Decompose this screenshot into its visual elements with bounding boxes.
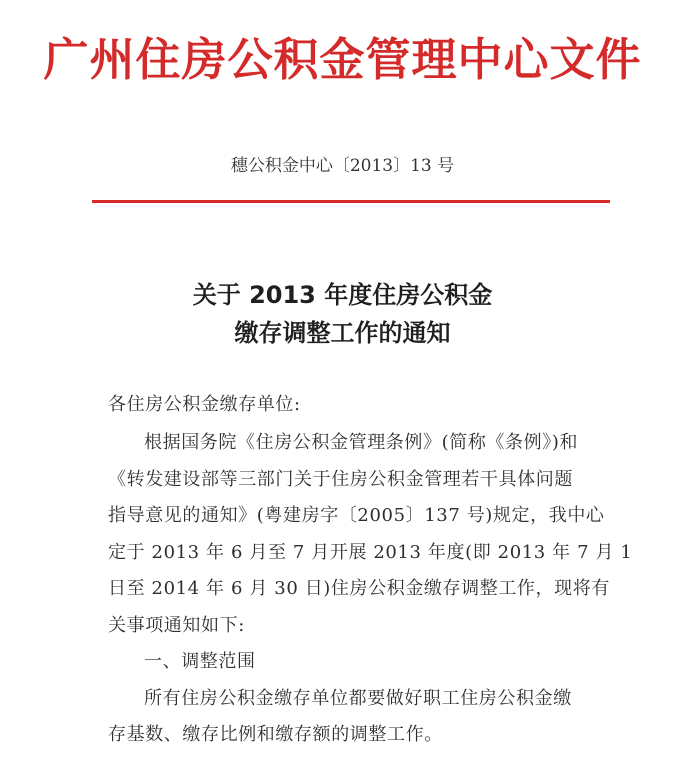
body-paragraph-line: 根据国务院《住房公积金管理条例》(简称《条例》)和 — [144, 432, 579, 453]
red-divider-line — [92, 200, 610, 203]
body-paragraph-line: 日至 2014 年 6 月 30 日)住房公积金缴存调整工作，现将有 — [108, 578, 610, 599]
body-paragraph-line: 关事项通知如下: — [108, 615, 245, 636]
section-heading: 一、调整范围 — [144, 651, 256, 672]
body-paragraph-line: 《转发建设部等三部门关于住房公积金管理若干具体问题 — [108, 469, 573, 490]
body-paragraph-line: 指导意见的通知》(粤建房字〔2005〕137 号)规定，我中心 — [108, 505, 605, 526]
body-paragraph-line: 定于 2013 年 6 月至 7 月开展 2013 年度(即 2013 年 7 月 1 — [108, 542, 633, 563]
issuer-header-title: 广州住房公积金管理中心文件 — [43, 33, 642, 86]
notice-title-line2: 缴存调整工作的通知 — [234, 319, 451, 347]
section-paragraph-line: 存基数、缴存比例和缴存额的调整工作。 — [108, 724, 443, 745]
document-number: 穗公积金中心〔2013〕13 号 — [230, 156, 455, 176]
section-paragraph-line: 所有住房公积金缴存单位都要做好职工住房公积金缴 — [144, 688, 572, 709]
addressee: 各住房公积金缴存单位: — [108, 394, 301, 415]
notice-title-line1: 关于 2013 年度住房公积金 — [192, 281, 493, 309]
